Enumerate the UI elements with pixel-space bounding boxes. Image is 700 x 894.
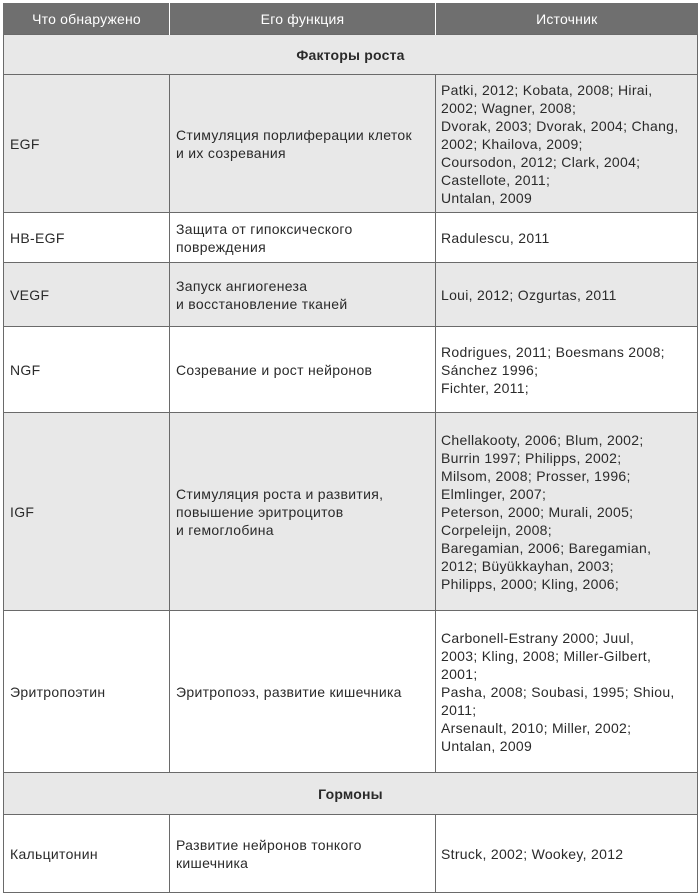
row-function: Развитие нейронов тонкого кишечника	[170, 815, 436, 893]
table-row	[4, 213, 698, 263]
row-function: Запуск ангиогенеза и восстановление тканей	[170, 263, 436, 327]
row-source: Struck, 2002; Wookey, 2012	[436, 815, 698, 893]
row-name: Кальцитонин	[4, 815, 170, 893]
section-row-growth-factors	[4, 35, 698, 75]
row-function: Созревание и рост нейронов	[170, 327, 436, 413]
table-header-row	[4, 3, 698, 35]
row-name: NGF	[4, 327, 170, 413]
row-source: Loui, 2012; Ozgurtas, 2011	[436, 263, 698, 327]
header-function: Его функция	[170, 3, 436, 35]
row-name: EGF	[4, 75, 170, 213]
row-name: IGF	[4, 413, 170, 611]
table-row	[4, 263, 698, 327]
row-name: VEGF	[4, 263, 170, 327]
row-source: Radulescu, 2011	[436, 213, 698, 263]
table-row	[4, 611, 698, 773]
table-row	[4, 75, 698, 213]
header-what-found: Что обнаружено	[4, 3, 170, 35]
section-row-hormones	[4, 773, 698, 815]
table-row	[4, 815, 698, 893]
row-source: Carbonell-Estrany 2000; Juul, 2003; Kling, 2008; Miller-Gilbert, 2001; Pasha, 2008; Soubasi, 1995; Shiou, 2011; Arsenault, 2010; Miller, 2002; Untalan, 2009	[436, 611, 698, 773]
row-name: HB-EGF	[4, 213, 170, 263]
row-function: Эритропоэз, развитие кишечника	[170, 611, 436, 773]
row-function: Стимуляция роста и развития, повышение эритроцитов и гемоглобина	[170, 413, 436, 611]
table-row	[4, 413, 698, 611]
row-function: Стимуляция порлиферации клеток и их созревания	[170, 75, 436, 213]
table-row	[4, 327, 698, 413]
row-function: Защита от гипоксического повреждения	[170, 213, 436, 263]
header-source: Источник	[436, 3, 698, 35]
row-name: Эритропоэтин	[4, 611, 170, 773]
row-source: Patki, 2012; Kobata, 2008; Hirai, 2002; Wagner, 2008; Dvorak, 2003; Dvorak, 2004; Chang, 2002; Khailova, 2009; Coursodon, 2012; Clark, 2004; Castellote, 2011; Untalan, 2009	[436, 75, 698, 213]
row-source: Rodrigues, 2011; Boesmans 2008; Sánchez 1996; Fichter, 2011;	[436, 327, 698, 413]
section-title: Гормоны	[4, 773, 698, 815]
findings-table	[3, 3, 698, 893]
row-source: Chellakooty, 2006; Blum, 2002; Burrin 1997; Philipps, 2002; Milsom, 2008; Prosser, 1996; Elmlinger, 2007; Peterson, 2000; Murali, 2005; Corpeleijn, 2008; Baregamian, 2006; Baregamian, 2012; Büyükkayhan, 2003; Philipps, 2000; Kling, 2006;	[436, 413, 698, 611]
section-title: Факторы роста	[4, 35, 698, 75]
